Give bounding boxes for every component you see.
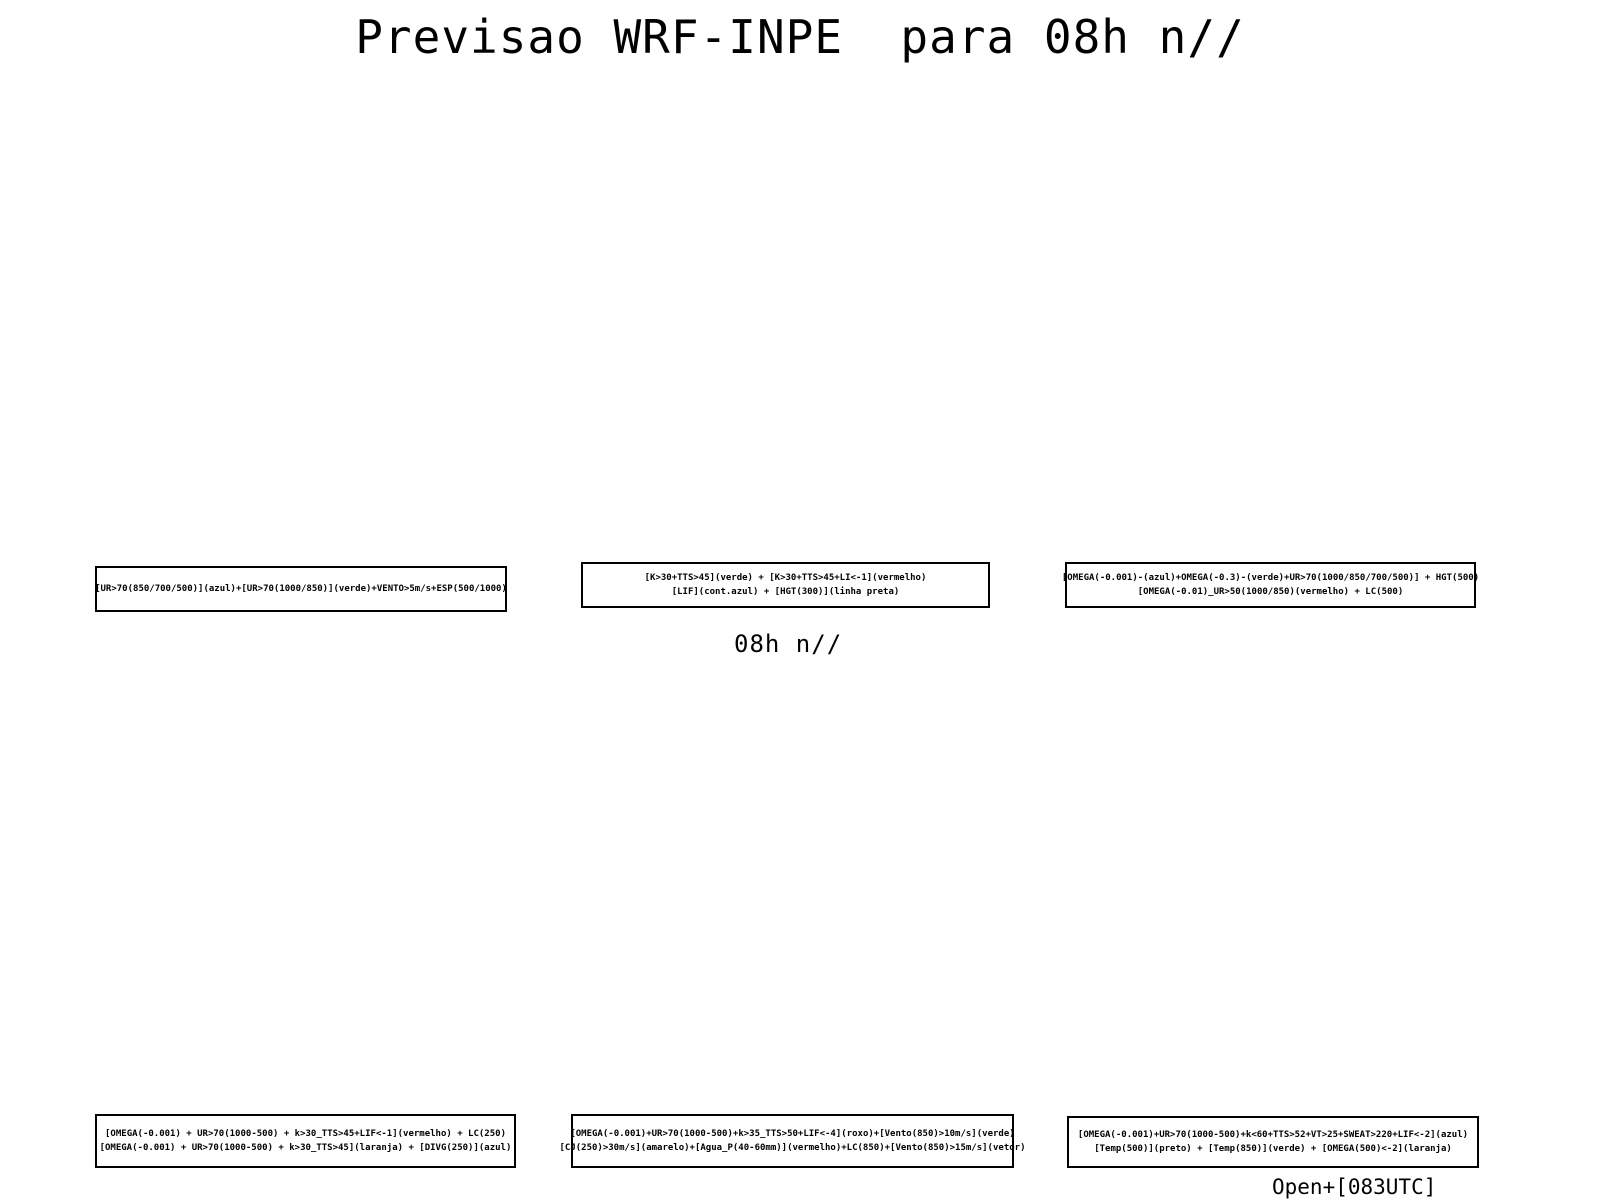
legend-line-2: [CJ(250)>30m/s](amarelo)+[Agua_P(40-60mm)](vermelho)+LC(850)+[Vento(850)>15m/s](vetor) — [559, 1143, 1026, 1153]
legend-box-top-left — [95, 566, 507, 612]
legend-box-bottom-center — [559, 1114, 1026, 1168]
footer-timestamp-label: Open+[083UTC] — [1272, 1175, 1437, 1199]
legend-line-1: [OMEGA(-0.001)+UR>70(1000-500)+k>35_TTS>50+LIF<-4](roxo)+[Vento(850)>10m/s](verde) — [570, 1129, 1015, 1139]
legend-box-bottom-left — [95, 1114, 516, 1168]
legend-line-1: [UR>70(850/700/500)](azul)+[UR>70(1000/850)](verde)+VENTO>5m/s+ESP(500/1000) — [95, 584, 507, 594]
page-title: Previsao WRF-INPE para 08h n// — [355, 10, 1245, 64]
legend-line-1: [OMEGA(-0.001)-(azul)+OMEGA(-0.3)-(verde)+UR>70(1000/850/700/500)] + HGT(500) — [1061, 573, 1480, 583]
legend-line-2: [OMEGA(-0.01)_UR>50(1000/850)(vermelho) + LC(500) — [1137, 587, 1404, 597]
legend-line-1: [K>30+TTS>45](verde) + [K>30+TTS>45+LI<-1](vermelho) — [644, 573, 927, 583]
panel-time-label: 08h n// — [734, 630, 843, 658]
legend-line-1: [OMEGA(-0.001) + UR>70(1000-500) + k>30_TTS>45+LIF<-1](vermelho) + LC(250) — [105, 1129, 506, 1139]
legend-box-top-center — [581, 562, 990, 608]
legend-line-1: [OMEGA(-0.001)+UR>70(1000-500)+k<60+TTS>52+VT>25+SWEAT>220+LIF<-2](azul) — [1077, 1130, 1469, 1140]
legend-line-2: [LIF](cont.azul) + [HGT(300)](linha preta) — [671, 587, 900, 597]
legend-line-2: [Temp(500)](preto) + [Temp(850)](verde) + [OMEGA(500)<-2](laranja) — [1094, 1144, 1452, 1154]
legend-box-top-right — [1061, 562, 1480, 608]
legend-box-bottom-right — [1067, 1116, 1479, 1168]
legend-line-2: [OMEGA(-0.001) + UR>70(1000-500) + k>30_TTS>45](laranja) + [DIVG(250)](azul) — [99, 1143, 512, 1153]
